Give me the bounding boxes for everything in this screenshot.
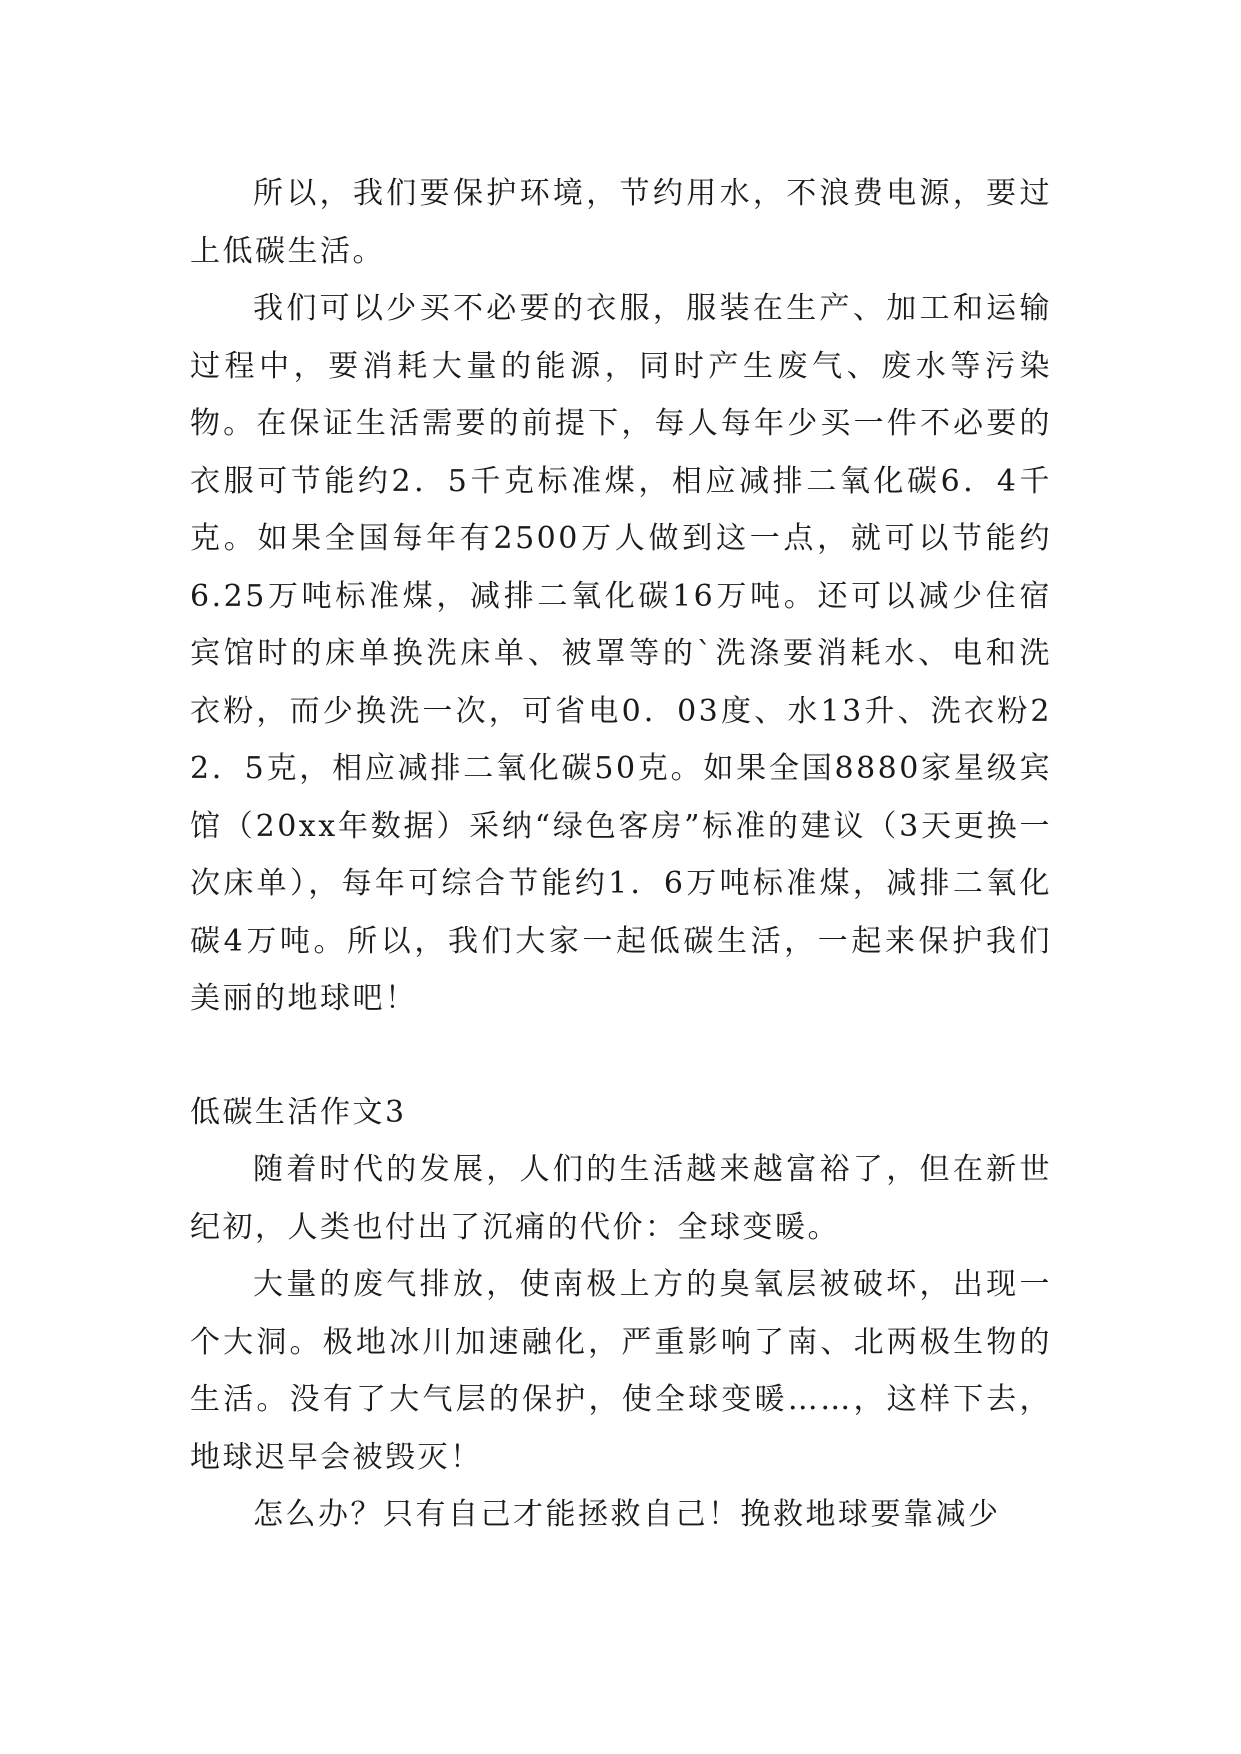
paragraph: 我们可以少买不必要的衣服，服装在生产、加工和运输过程中，要消耗大量的能源，同时产生废气、废水等污染物。在保证生活需要的前提下，每人每年少买一件不必要的衣服可节能约2．5千克标准煤，相应减排二氧化碳6．4千克。如果全国每年有2500万人做到这一点，就可以节能约6.25万吨标准煤，减排二氧化碳16万吨。还可以减少住宿宾馆时的床单换洗床单、被罩等的`洗涤要消耗水、电和洗衣粉，而少换洗一次，可省电0．03度、水13升、洗衣粉22．5克，相应减排二氧化碳50克。如果全国8880家星级宾馆（20xx年数据）采纳“绿色客房”标准的建议（3天更换一次床单），每年可综合节能约1．6万吨标准煤，减排二氧化碳4万吨。所以，我们大家一起低碳生活，一起来保护我们美丽的地球吧！ bbox=[190, 291, 1052, 1016]
document-page bbox=[190, 165, 1052, 1544]
paragraph: 大量的废气排放，使南极上方的臭氧层被破坏，出现一个大洞。极地冰川加速融化，严重影响了南、北两极生物的生活。没有了大气层的保护，使全球变暖……，这样下去，地球迟早会被毁灭！ bbox=[190, 1267, 1052, 1475]
paragraph: 所以，我们要保护环境，节约用水，不浪费电源，要过上低碳生活。 bbox=[190, 176, 1052, 269]
paragraph: 怎么办？只有自己才能拯救自己！挽救地球要靠减少 bbox=[253, 1497, 1001, 1532]
paragraph: 随着时代的发展，人们的生活越来越富裕了，但在新世纪初，人类也付出了沉痛的代价：全球变暖。 bbox=[190, 1152, 1052, 1245]
section-heading: 低碳生活作文3 bbox=[190, 1094, 407, 1130]
